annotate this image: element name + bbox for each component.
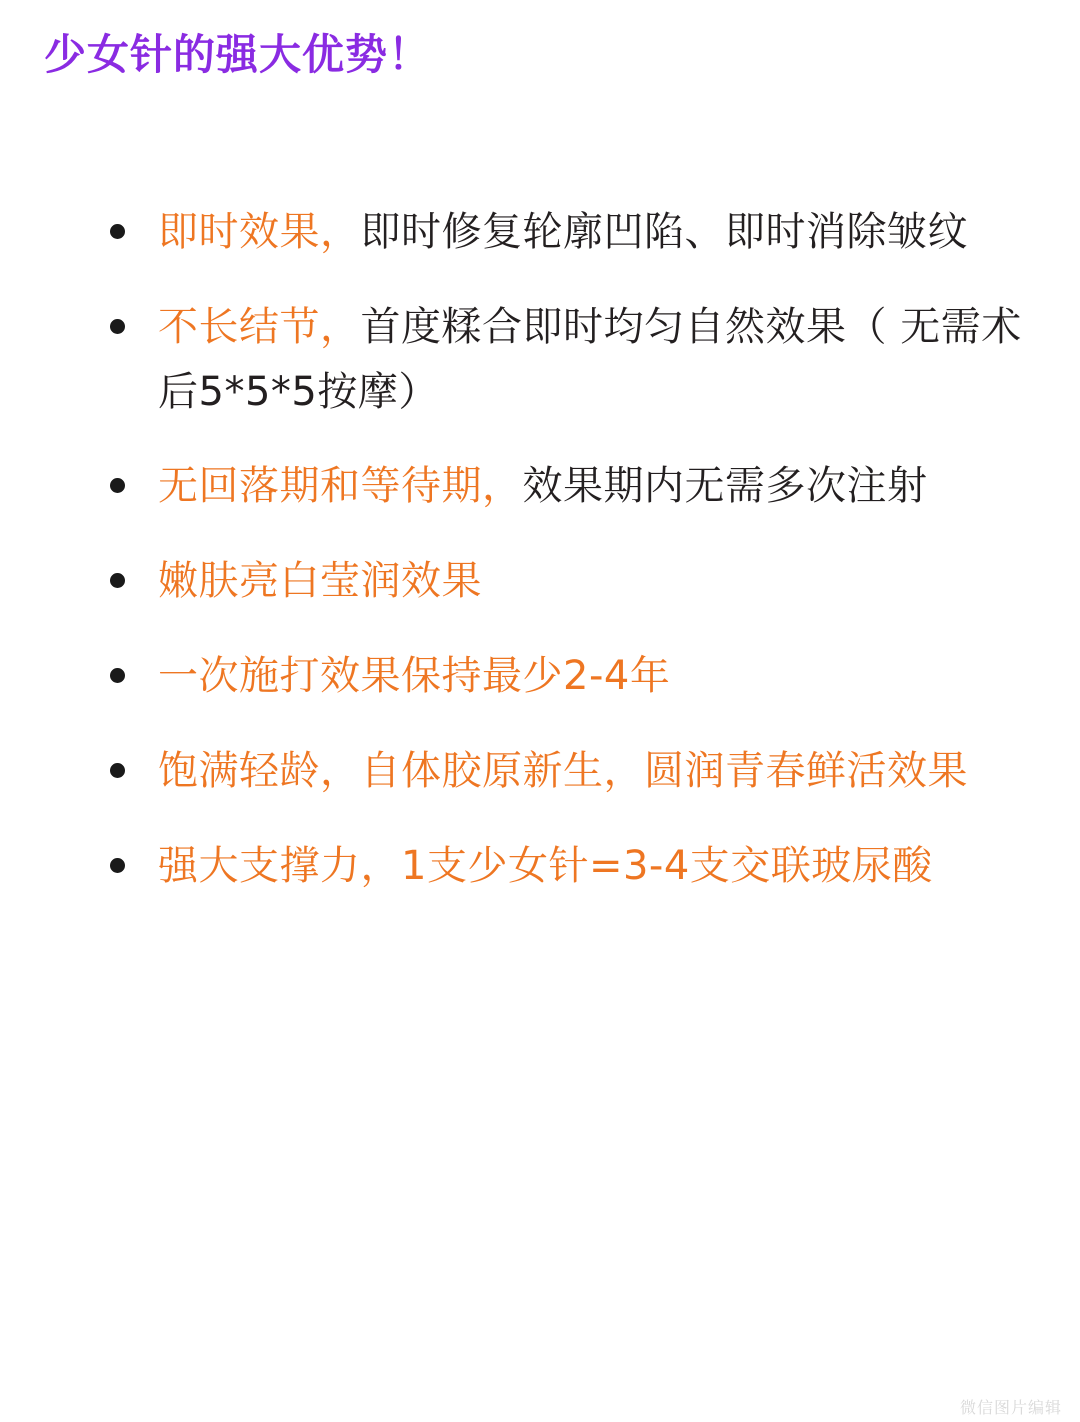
list-item [96, 644, 1056, 709]
watermark-footnote: 微信图片编辑 [959, 1398, 1062, 1417]
bullet-icon [110, 763, 125, 778]
list-item-highlight: 嫩肤亮白莹润效果 [158, 558, 482, 605]
list-item-highlight: 无回落期和等待期， [158, 463, 523, 510]
bullet-icon [110, 224, 125, 239]
list-item [96, 739, 1056, 804]
list-item-text: 首度糅合即时均匀自然效果（ 无需术后5*5*5按摩） [158, 303, 1022, 415]
list-item-highlight: 一次施打效果保持最少2-4年 [158, 652, 671, 699]
list-item-highlight: 饱满轻龄，自体胶原新生，圆润青春鲜活效果 [158, 747, 968, 794]
list-item-highlight: 不长结节， [158, 303, 361, 350]
list-item-text: 效果期内无需多次注射 [522, 463, 928, 510]
list-item [96, 295, 1056, 425]
list-item [96, 834, 1056, 899]
page-title: 少女针的强大优势！ [44, 30, 432, 79]
advantages-list [96, 200, 1056, 928]
list-item [96, 200, 1056, 265]
list-item-text: 即时修复轮廓凹陷、即时消除皱纹 [360, 209, 968, 255]
list-item [96, 454, 1056, 519]
list-item-highlight: 即时效果， [158, 209, 361, 255]
bullet-icon [110, 668, 125, 683]
list-item-highlight: 强大支撑力，1支少女针=3-4支交联玻尿酸 [158, 842, 933, 889]
bullet-icon [110, 858, 125, 873]
bullet-icon [110, 478, 125, 493]
list-item [96, 549, 1056, 614]
bullet-icon [110, 573, 125, 588]
bullet-icon [110, 319, 125, 334]
